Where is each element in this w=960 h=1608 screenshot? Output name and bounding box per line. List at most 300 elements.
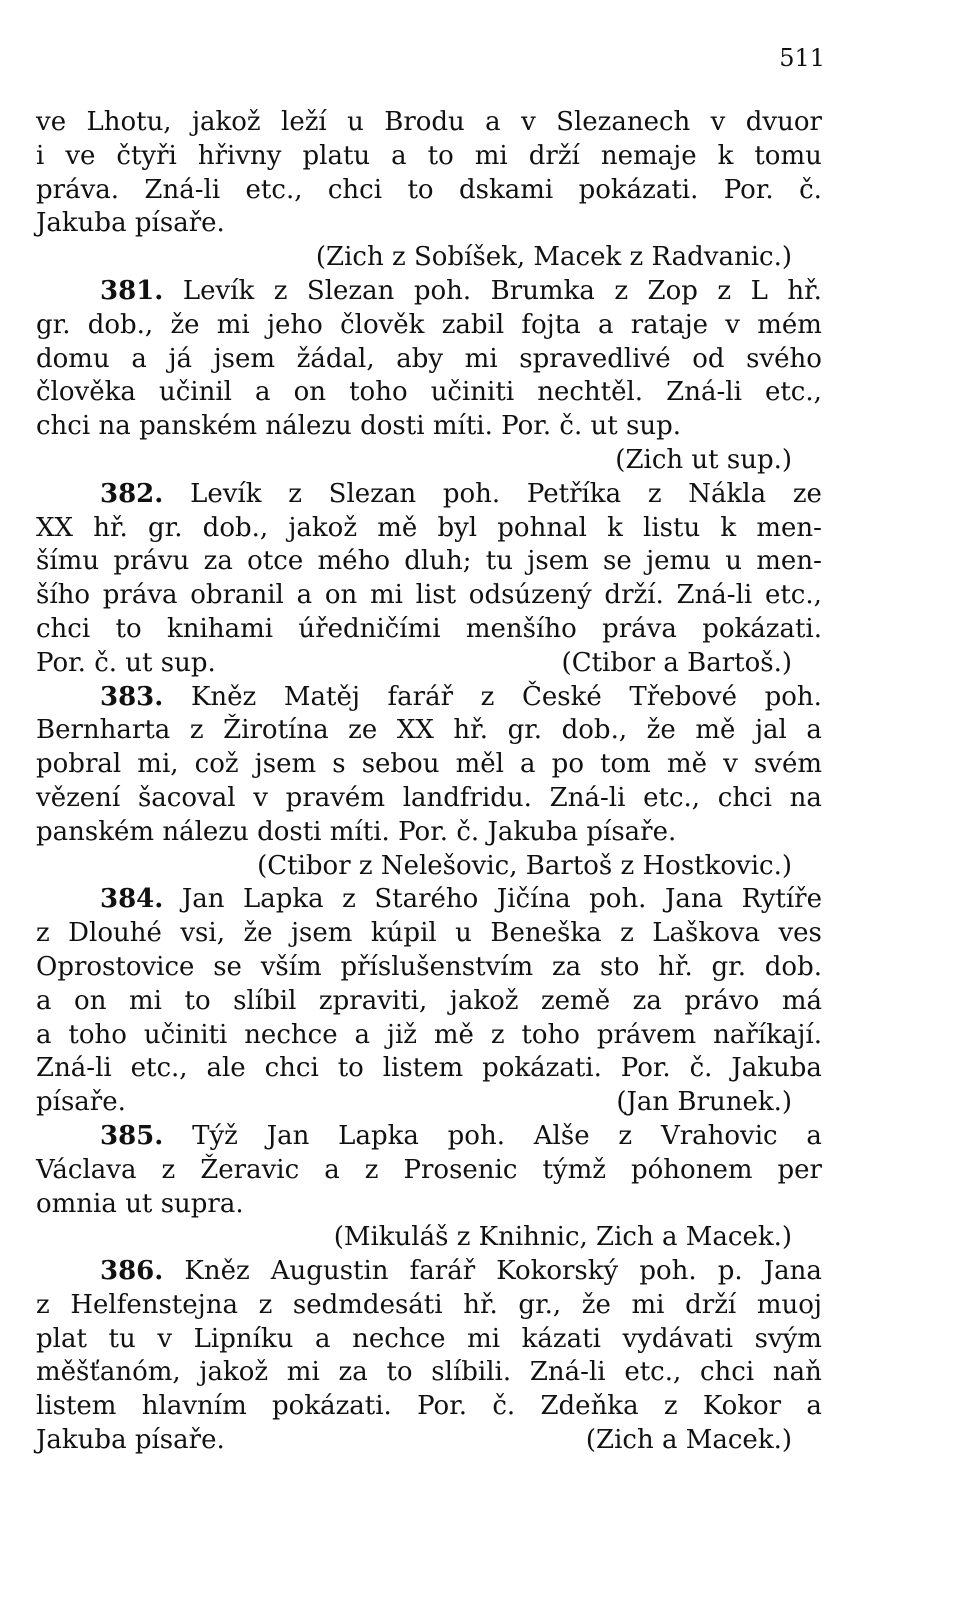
word: Jana: [763, 1256, 822, 1287]
word: Slezan: [306, 275, 395, 306]
word: a: [391, 140, 407, 171]
word: k: [607, 512, 623, 543]
word: z: [288, 478, 302, 509]
word: L: [750, 275, 768, 306]
word: omnia: [36, 1188, 117, 1219]
word: ale: [206, 1053, 246, 1084]
word: jakož: [191, 107, 261, 137]
word: já: [168, 343, 192, 374]
word: tu: [485, 546, 513, 577]
word: slíbil: [233, 985, 297, 1016]
word: jeho: [266, 309, 323, 340]
word: ut: [125, 1188, 153, 1219]
word: etc.,: [764, 580, 822, 611]
word: že: [581, 1289, 611, 1320]
word: člověk: [340, 309, 425, 340]
word: z: [717, 275, 732, 306]
word: s: [332, 749, 346, 780]
word: Oprostovice: [36, 951, 195, 982]
word: z: [258, 1289, 273, 1320]
word: list: [415, 580, 457, 611]
word: XX: [396, 715, 434, 746]
word: příslušenstvím: [340, 951, 534, 982]
word: listu: [643, 512, 701, 543]
word: per: [777, 1154, 822, 1185]
word: i: [36, 140, 45, 171]
word: sup.: [626, 411, 682, 442]
word: dosti: [360, 411, 425, 442]
word: jsem: [254, 749, 317, 780]
word: platu: [302, 140, 371, 171]
word: domu: [36, 343, 110, 374]
text-line: [36, 1356, 822, 1390]
word: Lapka: [338, 1120, 419, 1151]
text-line: [36, 1052, 822, 1086]
word: mi: [474, 140, 508, 171]
word: na: [98, 411, 131, 442]
word: nechce: [244, 1019, 338, 1050]
word: dob.,: [87, 309, 154, 340]
word: vydávati: [622, 1323, 733, 1354]
word: jakož: [288, 512, 358, 543]
word: Třebové: [629, 681, 737, 712]
word: pohnal: [497, 512, 587, 543]
word: z: [189, 715, 204, 746]
text-line: [36, 1019, 822, 1053]
word: toho: [68, 1019, 127, 1050]
word: vším: [260, 951, 322, 982]
word: farář: [387, 681, 454, 712]
text-line: [36, 343, 822, 377]
word: poh.: [442, 478, 501, 509]
word: od: [692, 343, 725, 374]
word: z: [36, 918, 50, 949]
entry-number: 383.: [100, 681, 164, 712]
word: mě: [666, 749, 707, 780]
text-line: [36, 1390, 822, 1424]
word: tomu: [754, 140, 822, 171]
text-line: [36, 1188, 822, 1222]
word: poh.: [413, 275, 472, 306]
word: pobral: [36, 749, 122, 780]
text-line: [36, 275, 822, 309]
word: má: [781, 985, 822, 1016]
word: týmž: [542, 1154, 606, 1185]
word: právem: [596, 1019, 697, 1050]
word: Prosenic: [403, 1154, 518, 1185]
word: to: [427, 140, 454, 171]
word: sebou: [361, 749, 440, 780]
word: se: [213, 951, 242, 982]
word: to: [407, 174, 434, 205]
word: jemu: [646, 546, 711, 577]
text-line: [36, 376, 822, 410]
word: gr.: [507, 715, 543, 746]
word: etc.,: [643, 782, 701, 813]
word: odsúzený: [468, 580, 592, 611]
word: z: [614, 275, 629, 306]
word: slíbili.: [431, 1357, 512, 1388]
word: Jana: [664, 884, 724, 915]
word: landfridu.: [402, 782, 532, 813]
word: a: [597, 309, 614, 340]
word: drží: [528, 140, 580, 171]
word: u: [725, 546, 742, 577]
word: v: [253, 782, 268, 813]
word: č.: [492, 1391, 516, 1422]
word: Laškova: [652, 918, 760, 949]
word: v: [521, 107, 536, 137]
text-line: [36, 1424, 822, 1458]
word: v: [157, 1323, 173, 1354]
word: učiniti: [143, 1019, 228, 1050]
word: za: [551, 951, 582, 982]
word: listem: [36, 1391, 117, 1422]
word: chci: [36, 411, 91, 442]
line-text: Jakuba písaře.: [36, 1425, 225, 1456]
word: naříkají.: [713, 1019, 822, 1050]
word: že: [243, 918, 273, 949]
word: poh.: [764, 681, 822, 712]
word: Žeravic: [200, 1154, 300, 1185]
word: poh.: [589, 884, 647, 915]
word: nechtěl.: [537, 377, 644, 408]
word: č.: [456, 816, 480, 847]
word: mi: [216, 309, 250, 340]
word: hř.: [787, 275, 822, 306]
word: p.: [717, 1256, 743, 1287]
word: Por.: [620, 1053, 671, 1084]
word: Jakuba: [36, 208, 127, 239]
word: zabil: [441, 309, 505, 340]
word: učinil: [158, 377, 232, 408]
word: Nákla: [688, 478, 767, 509]
entry-number: 384.: [100, 884, 164, 915]
word: supra.: [160, 1188, 244, 1219]
text-line: [36, 917, 822, 951]
text-line: [36, 951, 822, 985]
word: svým: [754, 1323, 822, 1354]
word: ut: [590, 411, 618, 442]
word: ves: [778, 918, 822, 949]
word: mi: [128, 985, 162, 1016]
word: z: [273, 275, 288, 306]
word: Alše: [533, 1120, 590, 1151]
word: a: [255, 377, 271, 408]
word: právo: [684, 985, 760, 1016]
word: Jan: [181, 884, 225, 915]
word: listem: [382, 1053, 464, 1084]
attribution: (Ctibor z Nelešovic, Bartoš z Hostkovic.): [257, 850, 792, 881]
text-line: [36, 207, 822, 241]
word: z: [161, 1154, 176, 1185]
word: panském: [139, 411, 258, 442]
word: z: [490, 1019, 505, 1050]
word: gr.: [36, 309, 71, 340]
text-line: [36, 512, 822, 546]
word: gr.: [148, 512, 183, 543]
word: jakož: [449, 985, 519, 1016]
word: Slezan: [328, 478, 417, 509]
text-line: [36, 478, 822, 512]
word: Por.: [723, 174, 774, 205]
word: ve: [65, 140, 96, 171]
word: v: [723, 749, 738, 780]
word: písaře.: [586, 816, 677, 847]
text-line: [36, 579, 822, 613]
word: pokázati.: [702, 613, 822, 644]
word: čtyři: [116, 140, 177, 171]
body-text: [36, 106, 822, 1458]
word: Starého: [374, 884, 479, 915]
line-text: Por. č. ut sup.: [36, 647, 216, 678]
word: gr.,: [518, 1289, 562, 1320]
word: to: [115, 613, 142, 644]
word: z: [647, 478, 662, 509]
text-line: [36, 140, 822, 174]
word: poh.: [447, 1120, 505, 1151]
word: a: [806, 715, 822, 746]
word: to: [386, 1357, 413, 1388]
word: a: [36, 1019, 52, 1050]
word: že: [646, 715, 676, 746]
word: obranil: [190, 580, 284, 611]
word: farář: [409, 1256, 476, 1287]
word: měšťanóm,: [36, 1357, 181, 1388]
word: měl: [455, 749, 504, 780]
text-line: [36, 714, 822, 748]
word: Zná-li: [144, 174, 221, 205]
word: sedmdesáti: [292, 1289, 443, 1320]
attribution: (Mikuláš z Knihnic, Zich a Macek.): [333, 1222, 792, 1253]
word: dob.,: [202, 512, 269, 543]
word: menšího: [465, 613, 577, 644]
word: za: [632, 985, 662, 1016]
word: XX: [36, 512, 74, 543]
word: Brodu: [384, 107, 465, 137]
entry-number: 381.: [100, 275, 164, 306]
word: etc.,: [130, 1053, 188, 1084]
word: panském: [36, 816, 155, 847]
word: Žirotína: [223, 715, 329, 746]
text-line: [36, 410, 822, 444]
word: na: [789, 782, 822, 813]
word: Lapka: [242, 884, 324, 915]
word: pokázati.: [578, 174, 699, 205]
word: pravém: [285, 782, 385, 813]
word: hř.: [93, 512, 128, 543]
text-line: [36, 309, 822, 343]
word: fojta: [521, 309, 581, 340]
word: se: [603, 546, 632, 577]
word: č.: [799, 174, 822, 205]
word: dvuor: [745, 107, 822, 137]
word: chci: [264, 1053, 319, 1084]
word: zpraviti,: [318, 985, 428, 1016]
word: Kokorský: [496, 1256, 619, 1287]
attribution: (Ctibor a Bartoš.): [561, 647, 792, 678]
word: mém: [757, 309, 822, 340]
word: a: [36, 985, 52, 1016]
word: práva: [602, 613, 677, 644]
word: Kněz: [184, 1256, 250, 1287]
word: etc.,: [764, 377, 822, 408]
word: země: [540, 985, 611, 1016]
word: drží: [685, 1289, 737, 1320]
word: tu: [108, 1323, 136, 1354]
word: Zná-li: [666, 377, 742, 408]
text-line: [36, 444, 822, 478]
attribution: (Zich a Macek.): [585, 1425, 792, 1456]
word: z: [618, 1120, 633, 1151]
word: ve: [36, 107, 67, 137]
word: to: [184, 985, 211, 1016]
entry-number: 385.: [100, 1120, 164, 1151]
word: žádal,: [296, 343, 375, 374]
word: č.: [689, 1053, 713, 1084]
word: Zná-li: [549, 782, 626, 813]
text-line: [36, 545, 822, 579]
word: a: [520, 749, 536, 780]
word: učiniti: [430, 377, 515, 408]
word: šího: [36, 580, 91, 611]
word: po: [551, 749, 584, 780]
word: za: [203, 546, 233, 577]
word: č.: [559, 411, 583, 442]
word: Lhotu,: [86, 107, 172, 137]
text-line: [36, 985, 822, 1019]
word: Dlouhé: [68, 918, 162, 949]
word: Por.: [417, 1391, 468, 1422]
word: u: [455, 918, 472, 949]
word: kázati: [521, 1323, 601, 1354]
word: mě: [377, 512, 418, 543]
word: mi: [369, 580, 403, 611]
word: mi: [286, 1357, 320, 1388]
word: což: [194, 749, 239, 780]
word: to: [337, 1053, 364, 1084]
word: Zop: [647, 275, 698, 306]
text-line: [36, 681, 822, 715]
word: póhonem: [631, 1154, 753, 1185]
word: dluh;: [404, 546, 472, 577]
word: ze: [348, 715, 378, 746]
text-line: [36, 748, 822, 782]
word: práva.: [36, 174, 120, 205]
text-line: [36, 782, 822, 816]
word: spravedlivé: [519, 343, 671, 374]
word: etc.,: [624, 1357, 682, 1388]
word: a: [315, 1323, 331, 1354]
text-line: [36, 1221, 822, 1255]
word: šacoval: [137, 782, 236, 813]
word: již: [386, 1019, 417, 1050]
word: míti.: [329, 816, 390, 847]
word: a: [324, 1154, 340, 1185]
word: muoj: [756, 1289, 822, 1320]
word: toho: [349, 377, 408, 408]
attribution: (Jan Brunek.): [616, 1087, 792, 1118]
word: vsi,: [180, 918, 225, 949]
word: aby: [396, 343, 444, 374]
word: nálezu: [265, 411, 352, 442]
word: Kněz: [190, 681, 257, 712]
word: Levík: [182, 275, 255, 306]
word: men-: [756, 512, 822, 543]
word: rataje: [630, 309, 709, 340]
word: v: [710, 107, 726, 137]
word: chci: [700, 1357, 755, 1388]
word: kúpil: [370, 918, 437, 949]
word: plat: [36, 1323, 87, 1354]
word: Jan: [266, 1120, 310, 1151]
word: Zdeňka: [540, 1391, 639, 1422]
word: z: [364, 1154, 379, 1185]
text-line: [36, 1323, 822, 1357]
word: Por.: [501, 411, 552, 442]
word: a: [131, 343, 147, 374]
text-line: [36, 613, 822, 647]
text-line: [36, 1154, 822, 1188]
word: mě: [433, 1019, 474, 1050]
word: Por.: [398, 816, 449, 847]
word: Matěj: [283, 681, 360, 712]
word: Zná-li: [36, 1053, 112, 1084]
text-line: [36, 241, 822, 275]
text-line: [36, 850, 822, 884]
word: Augustin: [270, 1256, 389, 1287]
word: a: [806, 1391, 822, 1422]
word: toho: [521, 1019, 580, 1050]
word: pokázati.: [482, 1053, 602, 1084]
word: člověka: [36, 377, 136, 408]
text-line: [36, 1086, 822, 1120]
word: nemaje: [600, 140, 697, 171]
word: z: [663, 1391, 678, 1422]
word: chci: [327, 174, 383, 205]
word: Jakuba: [731, 1053, 822, 1084]
word: a: [806, 1120, 822, 1151]
word: otce: [247, 546, 304, 577]
word: Petříka: [526, 478, 622, 509]
text-line: [36, 647, 822, 681]
word: hřivny: [197, 140, 282, 171]
word: Lipníku: [193, 1323, 294, 1354]
word: Zná-li: [676, 580, 753, 611]
word: Zná-li: [529, 1357, 606, 1388]
word: a: [354, 1019, 370, 1050]
word: sto: [599, 951, 640, 982]
word: poh.: [639, 1256, 697, 1287]
word: hř.: [453, 715, 489, 746]
word: pokázati.: [272, 1391, 392, 1422]
word: u: [347, 107, 364, 137]
word: z: [342, 884, 356, 915]
word: k: [717, 140, 734, 171]
text-line: [36, 1120, 822, 1154]
word: hř.: [658, 951, 693, 982]
word: dskami: [458, 174, 554, 205]
word: mého: [317, 546, 390, 577]
word: Levík: [190, 478, 262, 509]
word: leží: [281, 107, 327, 137]
word: dob.: [764, 951, 822, 982]
word: mi: [631, 1289, 665, 1320]
word: jsem: [527, 546, 589, 577]
word: gr.: [711, 951, 746, 982]
word: naň: [772, 1357, 822, 1388]
word: písaře.: [134, 208, 225, 239]
